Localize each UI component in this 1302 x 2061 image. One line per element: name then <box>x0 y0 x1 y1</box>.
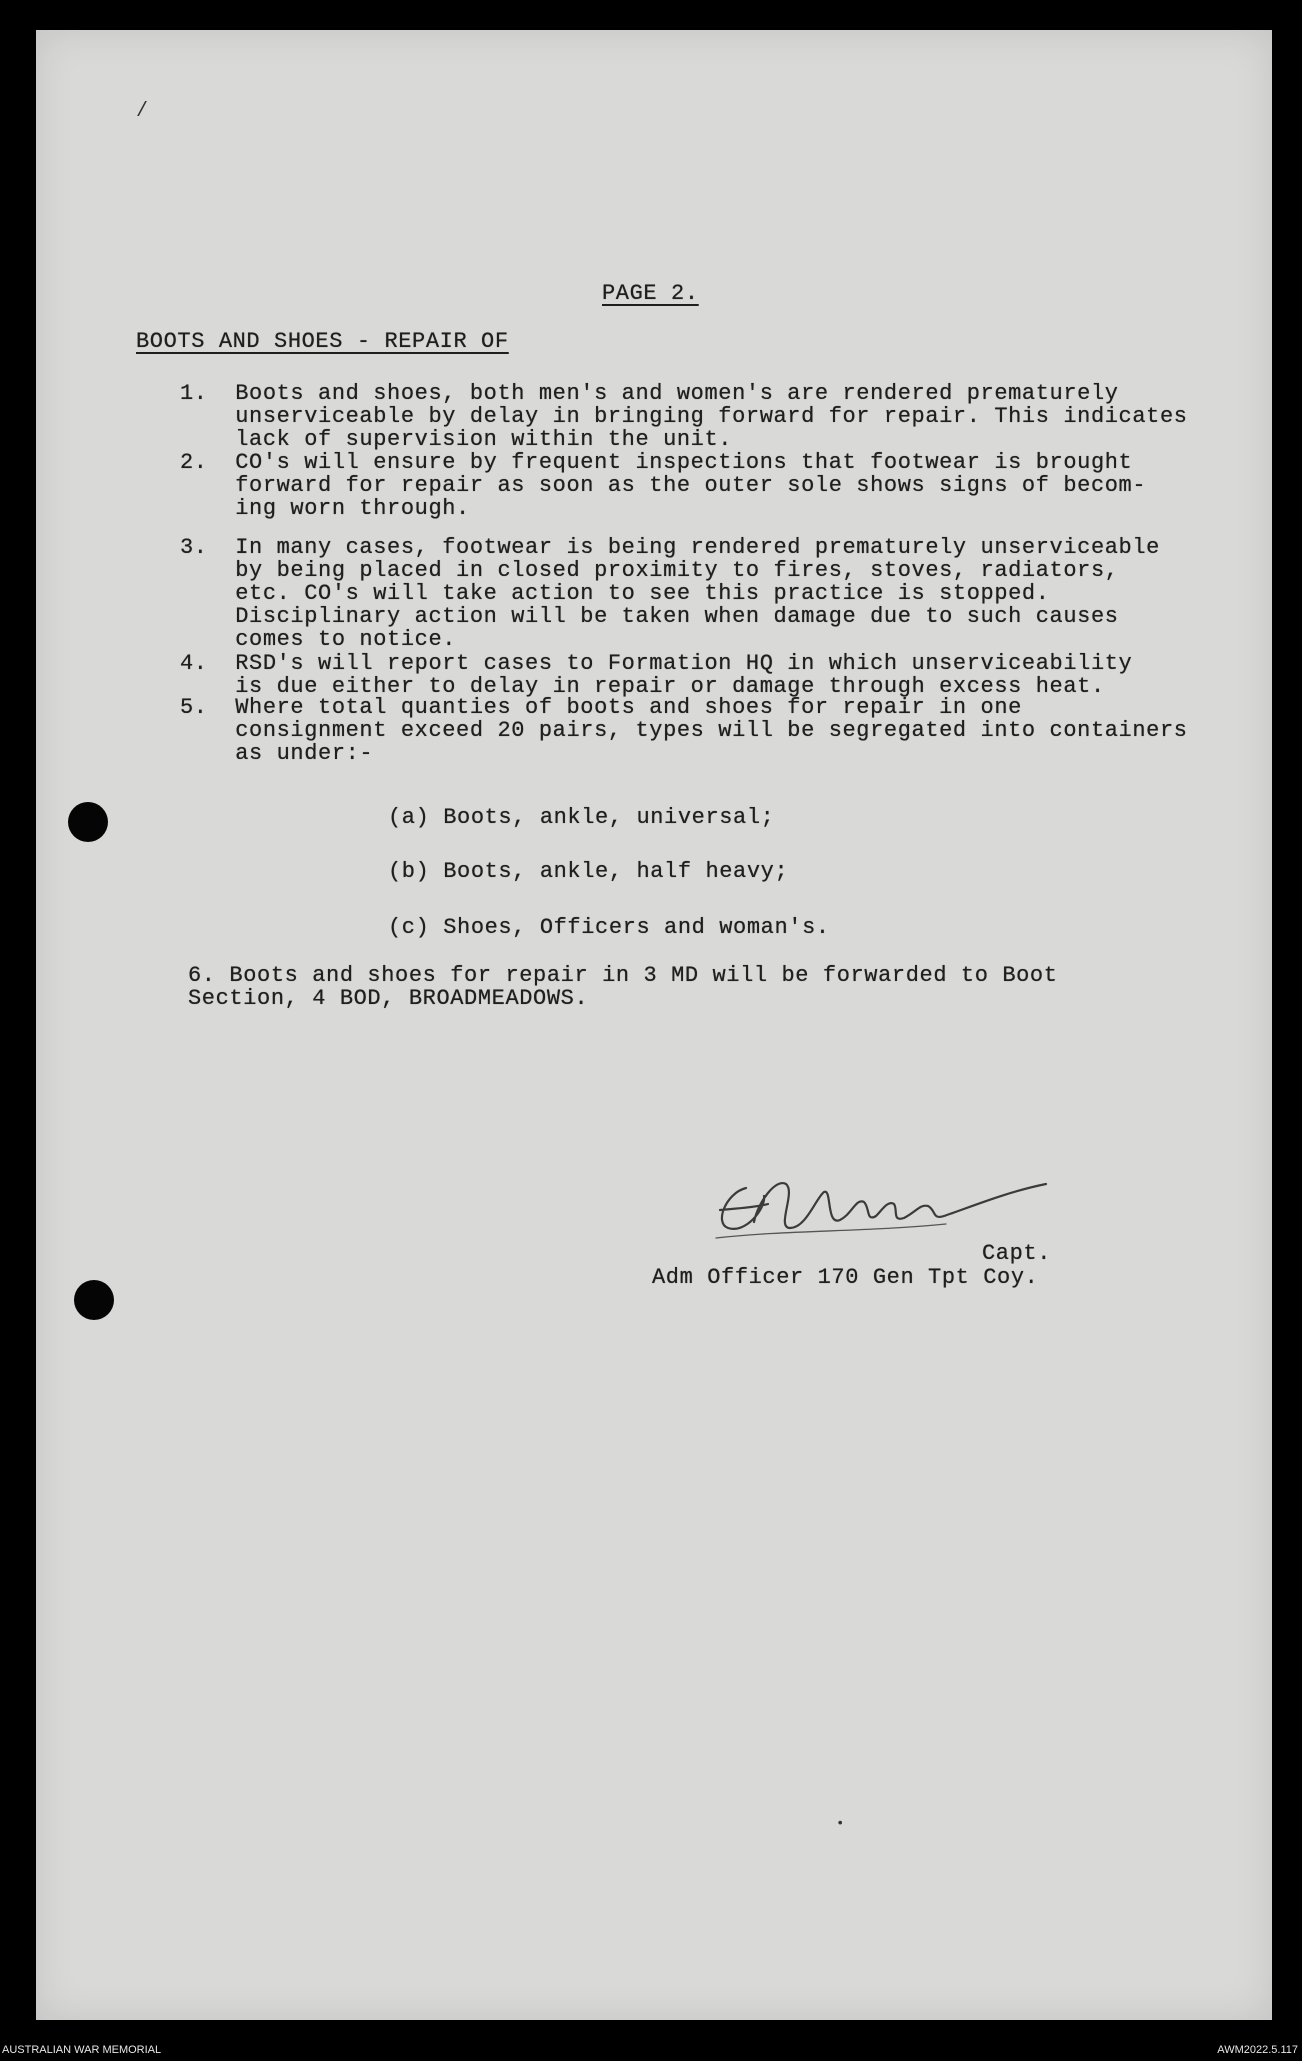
punch-hole-lower <box>74 1280 114 1320</box>
paragraph-line: is due either to delay in repair or damage through excess heat. <box>180 674 1105 699</box>
paragraph-5 <box>180 696 1188 765</box>
punch-hole-upper <box>68 802 108 842</box>
signatory-rank: Capt. <box>982 1241 1052 1266</box>
sub-item-a: (a) Boots, ankle, universal; <box>388 805 775 830</box>
paragraph-line: by being placed in closed proximity to fires, stoves, radiators, <box>180 558 1119 583</box>
ink-speck: • <box>836 1816 845 1832</box>
paragraph-line: 5. Where total quanties of boots and shoes for repair in one <box>180 695 1022 720</box>
page-heading: PAGE 2. <box>602 281 699 306</box>
paragraph-line: 3. In many cases, footwear is being rendered prematurely unserviceable <box>180 535 1160 560</box>
paragraph-line: 6. Boots and shoes for repair in 3 MD will be forwarded to Boot <box>188 963 1058 988</box>
paragraph-line: ing worn through. <box>180 496 470 521</box>
footer-reference: AWM2022.5.117 <box>1217 2044 1298 2056</box>
paragraph-line: 2. CO's will ensure by frequent inspections that footwear is brought <box>180 450 1133 475</box>
paragraph-line: etc. CO's will take action to see this practice is stopped. <box>180 581 1050 606</box>
paragraph-line: forward for repair as soon as the outer sole shows signs of becom- <box>180 473 1147 498</box>
paragraph-line: unserviceable by delay in bringing forward for repair. This indicates <box>180 404 1188 429</box>
signatory-title: Adm Officer 170 Gen Tpt Coy. <box>652 1265 1039 1290</box>
paragraph-1 <box>180 382 1188 451</box>
paragraph-2 <box>180 451 1146 520</box>
paragraph-line: as under:- <box>180 741 374 766</box>
paragraph-3 <box>180 536 1160 651</box>
paragraph-line: 1. Boots and shoes, both men's and women's are rendered prematurely <box>180 381 1119 406</box>
paragraph-line: consignment exceed 20 pairs, types will be segregated into containers <box>180 718 1188 743</box>
paragraph-line: Disciplinary action will be taken when damage due to such causes <box>180 604 1119 629</box>
paragraph-line: 4. RSD's will report cases to Formation HQ in which unserviceability <box>180 651 1133 676</box>
paragraph-4 <box>180 652 1132 698</box>
paragraph-line: comes to notice. <box>180 627 457 652</box>
document-page <box>36 30 1272 2020</box>
paragraph-line: lack of supervision within the unit. <box>180 427 733 452</box>
paragraph-6 <box>188 964 1058 1010</box>
section-title: BOOTS AND SHOES - REPAIR OF <box>136 329 509 354</box>
sub-item-c: (c) Shoes, Officers and woman's. <box>388 915 830 940</box>
footer-credit: AUSTRALIAN WAR MEMORIAL <box>2 2044 162 2056</box>
paragraph-line: Section, 4 BOD, BROADMEADOWS. <box>188 986 589 1011</box>
page-marker: / <box>136 100 149 123</box>
sub-item-b: (b) Boots, ankle, half heavy; <box>388 859 789 884</box>
